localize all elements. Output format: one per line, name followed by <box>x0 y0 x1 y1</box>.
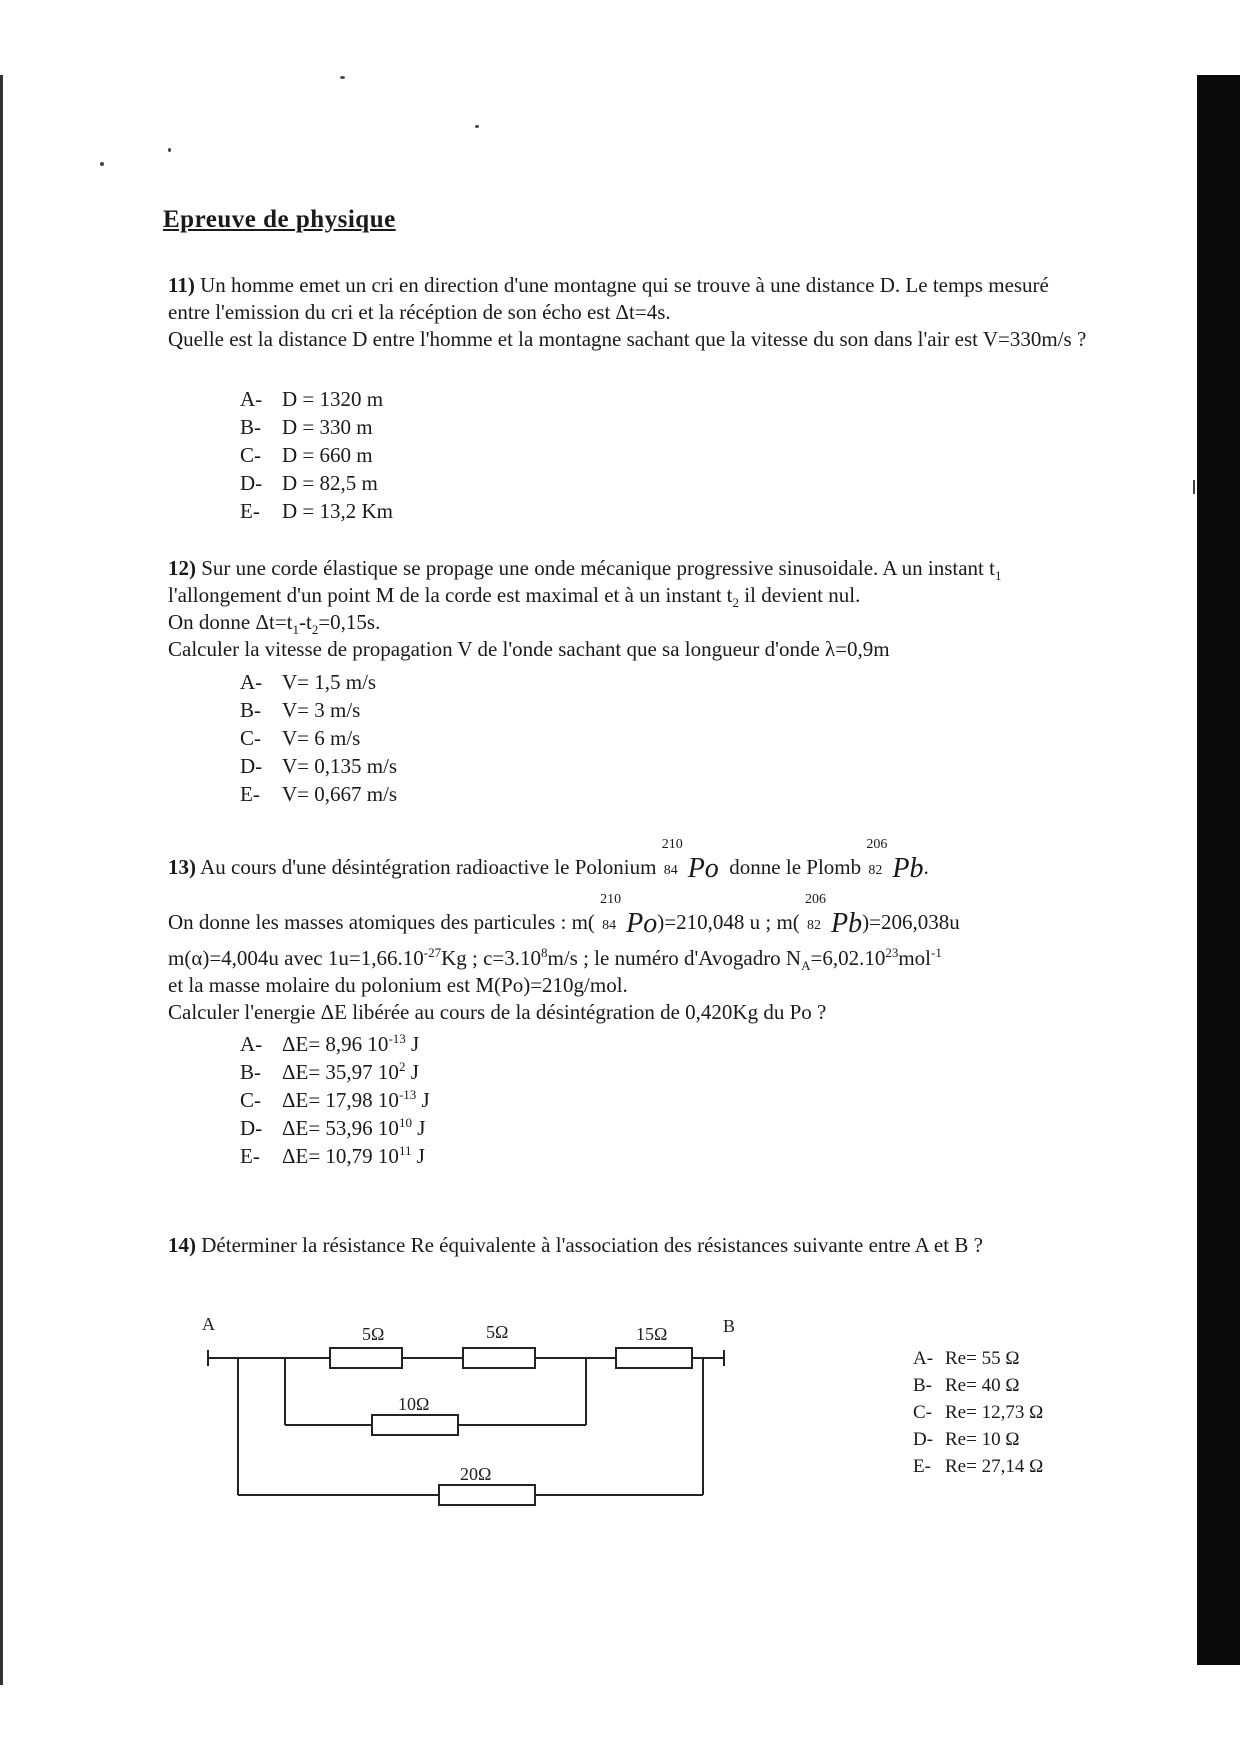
node-b-label: B <box>723 1316 736 1336</box>
resistor-10-ohm <box>372 1415 458 1435</box>
option[interactable]: E- Re= 27,14 Ω <box>913 1456 1044 1477</box>
option[interactable]: A- V= 1,5 m/s <box>240 670 377 694</box>
resistor-circuit <box>180 1310 740 1510</box>
node-a-label: A <box>202 1314 215 1334</box>
scan-speck <box>475 125 479 128</box>
resistor-5-ohm-1 <box>330 1348 402 1368</box>
scan-right-shadow <box>1197 75 1240 1665</box>
option[interactable]: C- Re= 12,73 Ω <box>913 1402 1044 1423</box>
resistor-label: 10Ω <box>398 1394 430 1414</box>
question-number: 12) <box>168 556 196 580</box>
scan-speck <box>100 162 104 166</box>
question-13: 13) Au cours d'une désintégration radioactive le Polonium 210 84 Po donne le Plomb 206 82 Pb. <box>168 850 1088 887</box>
polonium-isotope: 210 84 Po <box>661 836 719 884</box>
option[interactable]: D- ΔE= 53,96 $10^{10}$ J <box>240 1115 426 1140</box>
resistor-label: 5Ω <box>362 1324 385 1344</box>
resistor-15-ohm <box>616 1348 692 1368</box>
resistor-20-ohm <box>439 1485 535 1505</box>
question-13-data: On donne les masses atomiques des particules : m( 210 84 Po)=210,048 u ; m( 206 82 Pb)=206,038u <box>168 891 960 939</box>
question-number: 11) <box>168 273 195 297</box>
option[interactable]: D- Re= 10 Ω <box>913 1429 1020 1450</box>
question-number: 14) <box>168 1233 196 1257</box>
option[interactable]: E- D = 13,2 Km <box>240 499 394 523</box>
option[interactable]: E- V= 0,667 m/s <box>240 782 398 806</box>
question-text-2: Calculer la vitesse de propagation V de l'onde sachant que sa longueur d'onde λ=0,9m <box>168 637 890 661</box>
option[interactable]: A- D = 1320 m <box>240 387 384 411</box>
question-14 <box>168 1232 1093 1259</box>
resistor-5-ohm-2 <box>463 1348 535 1368</box>
question-text-2: Quelle est la distance D entre l'homme et la montagne sachant que la vitesse du son dans l'air est V=330m/s ? <box>168 327 1087 351</box>
question-11 <box>168 272 1088 353</box>
option[interactable]: B- Re= 40 Ω <box>913 1375 1020 1396</box>
options-11 <box>240 385 393 525</box>
scan-speck <box>1193 480 1195 494</box>
option[interactable]: A- ΔE= 8,96 $10^{-13}$ J <box>240 1031 420 1056</box>
page-title: Epreuve de physique <box>163 206 396 233</box>
option[interactable]: E- ΔE= 10,79 $10^{11}$ J <box>240 1143 425 1168</box>
question-13-constants: m(α)=4,004u avec $1u=1,66.10^{-27}Kg$ ; $c=3.10^8m/s$ ; le numéro d'Avogadro $N_A=6,02.10^{23}mol^{-1}$ et la masse molaire du polonium est M(Po)=210g/mol. Calculer l'energie ΔE libérée au cours de la désintégration de 0,420Kg du Po ? <box>168 945 942 1024</box>
scan-speck <box>340 76 345 79</box>
option[interactable]: B- D = 330 m <box>240 415 373 439</box>
option[interactable]: B- V= 3 m/s <box>240 698 361 722</box>
option[interactable]: B- ΔE= 35,97 $10^2$ J <box>240 1059 419 1084</box>
option[interactable]: C- ΔE= 17,98 $10^{-13}$ J <box>240 1087 430 1112</box>
question-number: 13) <box>168 855 196 879</box>
question-text: Un homme emet un cri en direction d'une montagne qui se trouve à une distance D. Le temps mesuré entre l'emission du cri et la récéption de son écho est Δt=4s. <box>168 273 1049 324</box>
option[interactable]: C- D = 660 m <box>240 443 373 467</box>
options-12 <box>240 668 397 808</box>
option[interactable]: C- V= 6 m/s <box>240 726 361 750</box>
options-13 <box>240 1030 430 1170</box>
option[interactable]: A- Re= 55 Ω <box>913 1348 1020 1369</box>
options-14 <box>913 1345 1043 1480</box>
option[interactable]: D- D = 82,5 m <box>240 471 378 495</box>
lead-isotope: 206 82 Pb <box>866 836 924 884</box>
option[interactable]: D- V= 0,135 m/s <box>240 754 398 778</box>
question-text: Déterminer la résistance Re équivalente à l'association des résistances suivante entre A et B ? <box>201 1233 983 1257</box>
resistor-label: 5Ω <box>486 1322 509 1342</box>
resistor-label: 15Ω <box>636 1324 668 1344</box>
scan-speck <box>168 148 171 152</box>
question-12: 12) Sur une corde élastique se propage une onde mécanique progressive sinusoidale. A un instant $t_1$ l'allongement d'un point M de la corde est maximal et à un instant $t_2$ il devient nul. On donne $\Delta t=t_1-t_2=0,15s$. Calculer la vitesse de propagation V de l'onde sachant que sa longueur d'onde λ=0,9m <box>168 556 1002 661</box>
scan-left-edge <box>0 75 3 1685</box>
resistor-label: 20Ω <box>460 1464 492 1484</box>
